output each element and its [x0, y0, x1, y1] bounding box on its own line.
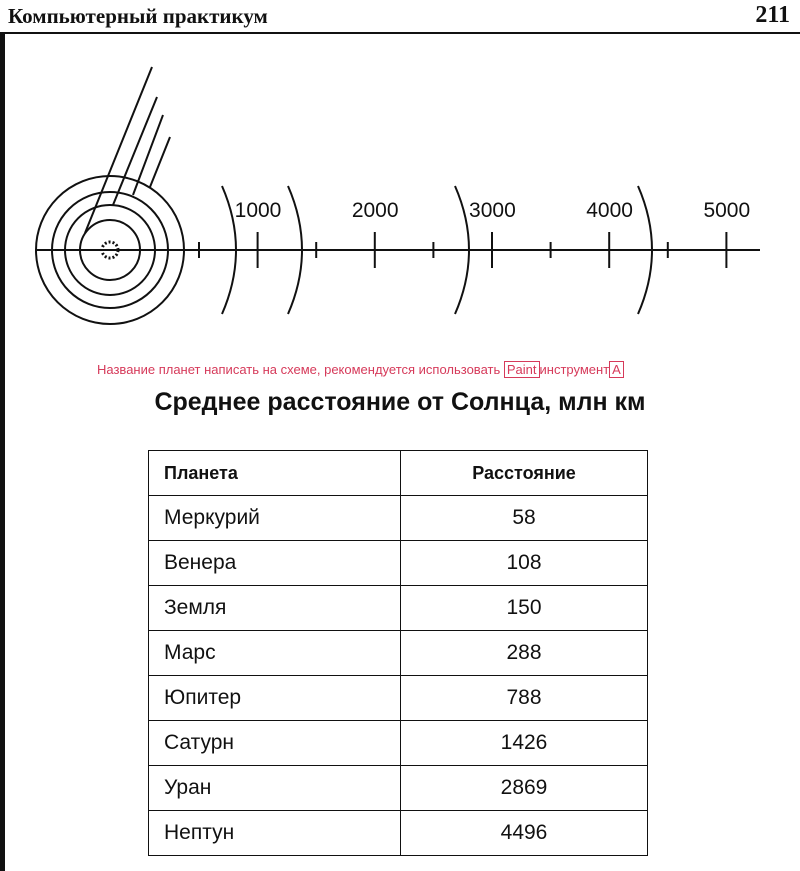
table-row: [149, 586, 648, 631]
table-row: [149, 811, 648, 856]
paint-label: Paint: [504, 361, 540, 378]
planet-distance: 58: [401, 496, 648, 541]
planet-distance: 4496: [401, 811, 648, 856]
planet-distance: 108: [401, 541, 648, 586]
table-row: [149, 676, 648, 721]
planet-distance: 1426: [401, 721, 648, 766]
table-row: [149, 766, 648, 811]
col-distance: Расстояние: [401, 451, 648, 496]
planet-distance: 150: [401, 586, 648, 631]
section-title: Компьютерный практикум: [8, 4, 268, 28]
table-row: [149, 721, 648, 766]
instruction-note: [97, 362, 624, 377]
note-text: Название планет написать на схеме, рекомендуется использовать: [97, 362, 501, 377]
scale-label: 3000: [469, 199, 516, 222]
scale-label: 1000: [234, 199, 282, 222]
planet-name: Юпитер: [149, 676, 401, 721]
tool-text: инструмент: [539, 362, 610, 377]
orbits: [36, 67, 652, 324]
table-row: [149, 631, 648, 676]
col-planet: Планета: [149, 451, 401, 496]
scale-label: 4000: [586, 199, 633, 222]
scale-label: 2000: [351, 199, 399, 222]
planet-name: Нептун: [149, 811, 401, 856]
planet-name: Земля: [149, 586, 401, 631]
distance-table: [148, 450, 648, 856]
planet-name: Сатурн: [149, 721, 401, 766]
text-tool-icon: A: [609, 361, 624, 378]
planet-name: Меркурий: [149, 496, 401, 541]
table-row: [149, 496, 648, 541]
planet-distance: 288: [401, 631, 648, 676]
table-row: [149, 541, 648, 586]
scale-label: 5000: [703, 199, 751, 222]
planet-distance: 788: [401, 676, 648, 721]
planet-distance: 2869: [401, 766, 648, 811]
solar-system-diagram: [0, 0, 800, 350]
table-title: Среднее расстояние от Солнца, млн км: [154, 388, 646, 416]
planet-name: Уран: [149, 766, 401, 811]
planet-name: Венера: [149, 541, 401, 586]
planet-name: Марс: [149, 631, 401, 676]
page-number: 211: [755, 2, 790, 28]
